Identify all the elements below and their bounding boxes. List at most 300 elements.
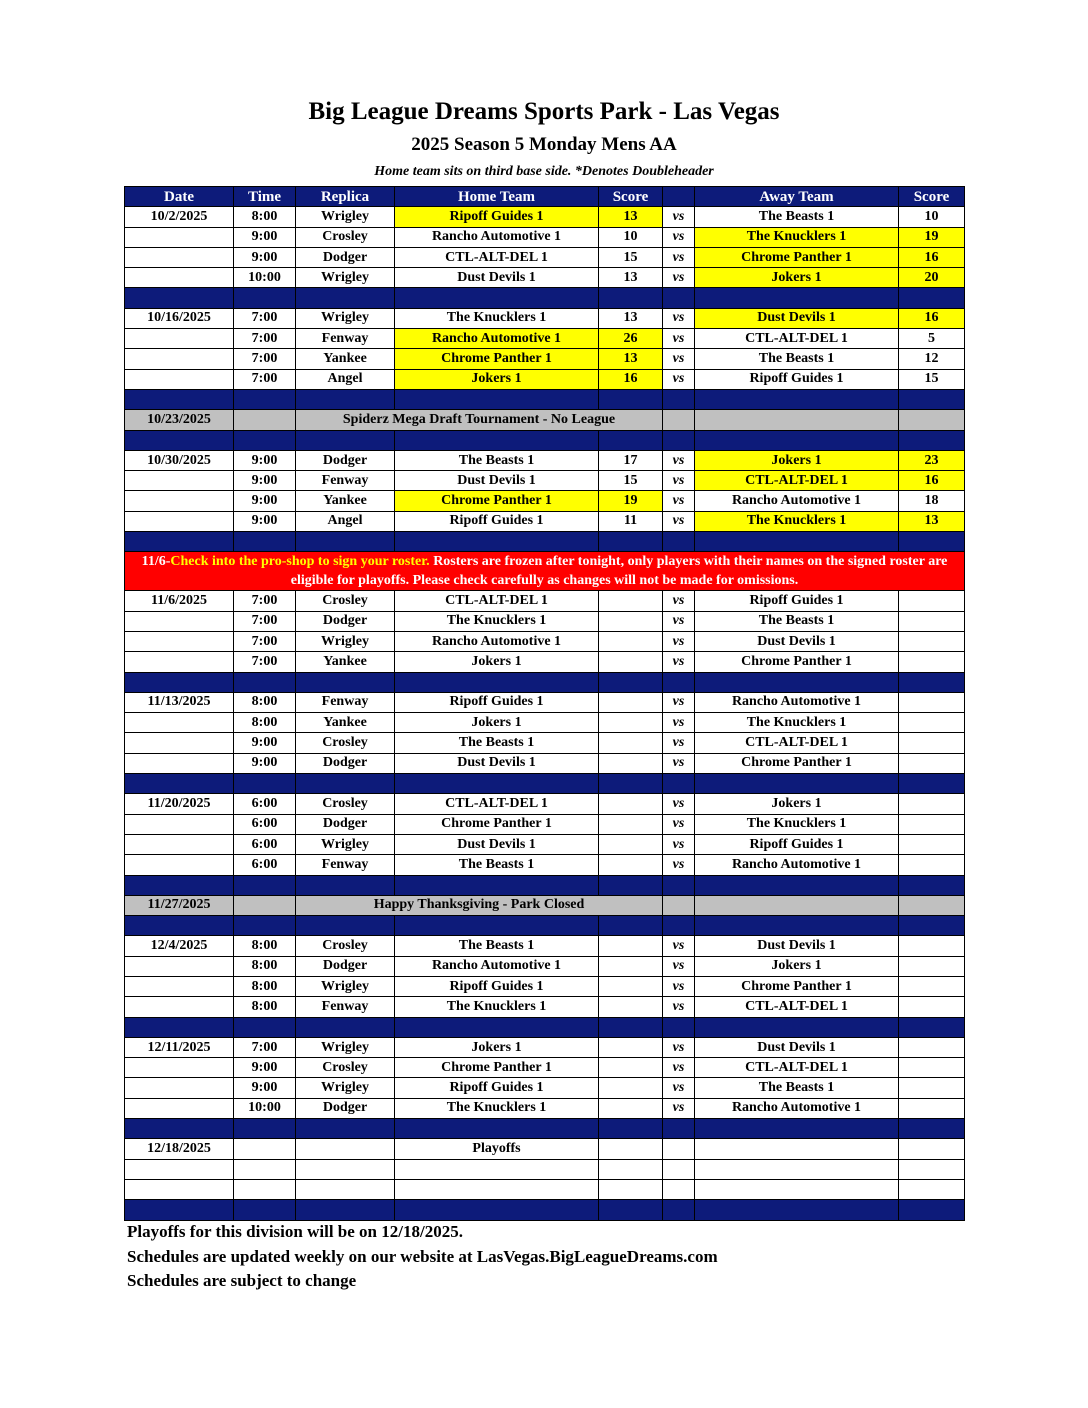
- separator-cell: [695, 430, 899, 450]
- away-score: 19: [899, 227, 965, 247]
- away-score: 20: [899, 268, 965, 288]
- notice-date: 11/6-: [141, 554, 171, 570]
- event-spacer: [695, 895, 899, 915]
- separator-cell: [296, 1119, 395, 1139]
- game-date: [125, 753, 234, 773]
- blank-row: [125, 1159, 965, 1179]
- vs-label: vs: [663, 471, 695, 491]
- separator-cell: [695, 774, 899, 794]
- separator-cell: [663, 774, 695, 794]
- blank-cell: [395, 1179, 599, 1199]
- vs-label: vs: [663, 268, 695, 288]
- playoff-away: [695, 1139, 899, 1159]
- blank-cell: [695, 1159, 899, 1179]
- separator-cell: [899, 288, 965, 308]
- game-date: [125, 349, 234, 369]
- away-score: 18: [899, 491, 965, 511]
- separator-cell: [296, 875, 395, 895]
- away-score: 16: [899, 308, 965, 328]
- game-field: Yankee: [296, 349, 395, 369]
- col-header-time: Time: [234, 187, 296, 207]
- separator-cell: [296, 1200, 395, 1220]
- separator-cell: [663, 389, 695, 409]
- game-time: 6:00: [234, 855, 296, 875]
- blank-cell: [234, 1159, 296, 1179]
- vs-label: vs: [663, 814, 695, 834]
- game-date: [125, 976, 234, 996]
- home-score: 17: [599, 450, 663, 470]
- game-row: [125, 471, 965, 491]
- away-team: Ripoff Guides 1: [695, 369, 899, 389]
- home-team: CTL-ALT-DEL 1: [395, 794, 599, 814]
- separator-cell: [234, 1200, 296, 1220]
- separator-cell: [125, 672, 234, 692]
- home-team: Dust Devils 1: [395, 471, 599, 491]
- separator-cell: [234, 1119, 296, 1139]
- blank-cell: [599, 1159, 663, 1179]
- col-header-away-score: Score: [899, 187, 965, 207]
- game-date: 10/30/2025: [125, 450, 234, 470]
- separator-row: [125, 1017, 965, 1037]
- col-header-replica: Replica: [296, 187, 395, 207]
- footer-notes: [127, 1220, 718, 1294]
- separator-cell: [234, 875, 296, 895]
- separator-cell: [663, 875, 695, 895]
- game-time: 7:00: [234, 329, 296, 349]
- game-time: 7:00: [234, 349, 296, 369]
- separator-cell: [125, 875, 234, 895]
- event-date: 10/23/2025: [125, 410, 234, 430]
- game-date: [125, 713, 234, 733]
- away-team: Dust Devils 1: [695, 936, 899, 956]
- vs-label: vs: [663, 308, 695, 328]
- playoff-date: 12/18/2025: [125, 1139, 234, 1159]
- away-team: CTL-ALT-DEL 1: [695, 329, 899, 349]
- game-time: 8:00: [234, 207, 296, 227]
- home-score: 15: [599, 247, 663, 267]
- home-team: The Beasts 1: [395, 733, 599, 753]
- separator-cell: [599, 774, 663, 794]
- game-time: 8:00: [234, 976, 296, 996]
- event-spacer: [899, 895, 965, 915]
- home-team: Rancho Automotive 1: [395, 227, 599, 247]
- blank-cell: [663, 1159, 695, 1179]
- separator-cell: [296, 672, 395, 692]
- home-score: [599, 652, 663, 672]
- event-spacer: [663, 895, 695, 915]
- separator-cell: [395, 1119, 599, 1139]
- vs-label: vs: [663, 936, 695, 956]
- game-field: Dodger: [296, 247, 395, 267]
- away-score: 16: [899, 247, 965, 267]
- game-row: [125, 794, 965, 814]
- game-field: Yankee: [296, 652, 395, 672]
- game-field: Wrigley: [296, 976, 395, 996]
- game-time: 8:00: [234, 713, 296, 733]
- vs-label: vs: [663, 956, 695, 976]
- home-score: [599, 1037, 663, 1057]
- separator-cell: [695, 1119, 899, 1139]
- game-row: [125, 997, 965, 1017]
- game-date: [125, 227, 234, 247]
- game-field: Angel: [296, 511, 395, 531]
- playoff-label: Playoffs: [395, 1139, 599, 1159]
- separator-cell: [395, 1200, 599, 1220]
- home-score: 16: [599, 369, 663, 389]
- game-row: [125, 713, 965, 733]
- game-date: [125, 369, 234, 389]
- game-row: [125, 247, 965, 267]
- game-field: Fenway: [296, 692, 395, 712]
- away-team: The Knucklers 1: [695, 227, 899, 247]
- home-team: Chrome Panther 1: [395, 814, 599, 834]
- separator-cell: [695, 1200, 899, 1220]
- game-row: [125, 611, 965, 631]
- separator-row: [125, 1119, 965, 1139]
- playoff-row: [125, 1139, 965, 1159]
- game-field: Crosley: [296, 1058, 395, 1078]
- separator-cell: [663, 288, 695, 308]
- home-team: Jokers 1: [395, 713, 599, 733]
- home-team: CTL-ALT-DEL 1: [395, 247, 599, 267]
- game-row: [125, 207, 965, 227]
- separator-cell: [296, 774, 395, 794]
- separator-row: [125, 288, 965, 308]
- game-field: Wrigley: [296, 631, 395, 651]
- game-field: Dodger: [296, 753, 395, 773]
- game-time: 7:00: [234, 591, 296, 611]
- game-field: Crosley: [296, 591, 395, 611]
- away-score: [899, 1098, 965, 1118]
- game-date: [125, 1098, 234, 1118]
- vs-label: vs: [663, 611, 695, 631]
- separator-cell: [125, 916, 234, 936]
- roster-notice-row: [125, 552, 965, 591]
- away-score: 5: [899, 329, 965, 349]
- away-team: The Beasts 1: [695, 1078, 899, 1098]
- game-row: [125, 631, 965, 651]
- away-team: Dust Devils 1: [695, 631, 899, 651]
- home-score: 10: [599, 227, 663, 247]
- away-team: Rancho Automotive 1: [695, 855, 899, 875]
- separator-row: [125, 1200, 965, 1220]
- separator-cell: [695, 672, 899, 692]
- away-team: Rancho Automotive 1: [695, 491, 899, 511]
- separator-cell: [663, 430, 695, 450]
- vs-label: vs: [663, 349, 695, 369]
- game-date: 10/16/2025: [125, 308, 234, 328]
- game-time: 8:00: [234, 997, 296, 1017]
- game-date: [125, 1078, 234, 1098]
- away-score: 15: [899, 369, 965, 389]
- home-score: [599, 1058, 663, 1078]
- away-score: [899, 834, 965, 854]
- event-spacer: [234, 410, 296, 430]
- game-time: 7:00: [234, 631, 296, 651]
- vs-label: vs: [663, 976, 695, 996]
- home-score: [599, 1078, 663, 1098]
- game-row: [125, 814, 965, 834]
- away-score: [899, 713, 965, 733]
- blank-cell: [234, 1179, 296, 1199]
- home-team: Rancho Automotive 1: [395, 956, 599, 976]
- game-time: 8:00: [234, 956, 296, 976]
- vs-label: vs: [663, 207, 695, 227]
- col-header-date: Date: [125, 187, 234, 207]
- footer-line: Playoffs for this division will be on 12/18/2025.: [127, 1222, 463, 1241]
- vs-label: vs: [663, 491, 695, 511]
- page-subtitle: 2025 Season 5 Monday Mens AA: [411, 134, 677, 155]
- away-score: [899, 1037, 965, 1057]
- vs-label: vs: [663, 794, 695, 814]
- away-score: [899, 591, 965, 611]
- separator-cell: [663, 1017, 695, 1037]
- game-time: 10:00: [234, 268, 296, 288]
- vs-label: vs: [663, 733, 695, 753]
- col-header-away-team: Away Team: [695, 187, 899, 207]
- game-time: 7:00: [234, 611, 296, 631]
- vs-label: vs: [663, 1078, 695, 1098]
- notice-highlight: Check into the pro-shop to sign your roster.: [170, 554, 430, 570]
- game-time: 9:00: [234, 227, 296, 247]
- game-row: [125, 491, 965, 511]
- blank-cell: [663, 1179, 695, 1199]
- separator-cell: [899, 430, 965, 450]
- away-team: The Knucklers 1: [695, 511, 899, 531]
- game-field: Dodger: [296, 1098, 395, 1118]
- separator-row: [125, 672, 965, 692]
- vs-label: vs: [663, 369, 695, 389]
- away-score: [899, 1078, 965, 1098]
- game-date: 12/11/2025: [125, 1037, 234, 1057]
- separator-cell: [234, 430, 296, 450]
- blank-cell: [125, 1159, 234, 1179]
- game-row: [125, 329, 965, 349]
- game-row: [125, 834, 965, 854]
- away-team: The Beasts 1: [695, 349, 899, 369]
- roster-notice: [125, 552, 965, 591]
- separator-cell: [395, 532, 599, 552]
- separator-cell: [234, 288, 296, 308]
- home-team: The Knucklers 1: [395, 308, 599, 328]
- game-time: 9:00: [234, 1078, 296, 1098]
- separator-cell: [296, 288, 395, 308]
- separator-cell: [599, 1119, 663, 1139]
- separator-cell: [695, 532, 899, 552]
- vs-label: vs: [663, 652, 695, 672]
- vs-label: vs: [663, 997, 695, 1017]
- away-score: [899, 956, 965, 976]
- separator-cell: [234, 916, 296, 936]
- home-score: 11: [599, 511, 663, 531]
- game-field: Wrigley: [296, 1037, 395, 1057]
- footer-line: Schedules are subject to change: [127, 1271, 357, 1290]
- game-field: Dodger: [296, 450, 395, 470]
- home-team: The Knucklers 1: [395, 997, 599, 1017]
- away-score: 23: [899, 450, 965, 470]
- home-score: [599, 855, 663, 875]
- game-row: [125, 308, 965, 328]
- separator-cell: [695, 1017, 899, 1037]
- away-team: Chrome Panther 1: [695, 753, 899, 773]
- game-row: [125, 268, 965, 288]
- vs-label: vs: [663, 247, 695, 267]
- home-team: Jokers 1: [395, 652, 599, 672]
- separator-cell: [395, 430, 599, 450]
- separator-row: [125, 389, 965, 409]
- away-score: [899, 997, 965, 1017]
- separator-cell: [695, 288, 899, 308]
- separator-cell: [234, 389, 296, 409]
- playoff-score: [599, 1139, 663, 1159]
- away-team: Dust Devils 1: [695, 1037, 899, 1057]
- away-team: CTL-ALT-DEL 1: [695, 1058, 899, 1078]
- vs-label: vs: [663, 834, 695, 854]
- game-time: 7:00: [234, 369, 296, 389]
- away-score: 16: [899, 471, 965, 491]
- away-score: 12: [899, 349, 965, 369]
- home-team: Ripoff Guides 1: [395, 976, 599, 996]
- separator-cell: [125, 389, 234, 409]
- home-team: Dust Devils 1: [395, 834, 599, 854]
- separator-cell: [395, 1017, 599, 1037]
- game-time: 9:00: [234, 753, 296, 773]
- event-spacer: [663, 410, 695, 430]
- vs-label: vs: [663, 692, 695, 712]
- game-date: [125, 611, 234, 631]
- separator-cell: [899, 916, 965, 936]
- separator-cell: [125, 1017, 234, 1037]
- playoff-time: [234, 1139, 296, 1159]
- vs-label: vs: [663, 1058, 695, 1078]
- separator-cell: [899, 1017, 965, 1037]
- home-team: The Beasts 1: [395, 450, 599, 470]
- game-date: [125, 511, 234, 531]
- game-date: 11/20/2025: [125, 794, 234, 814]
- separator-row: [125, 916, 965, 936]
- game-date: [125, 631, 234, 651]
- separator-cell: [296, 916, 395, 936]
- game-time: 9:00: [234, 247, 296, 267]
- away-team: Jokers 1: [695, 794, 899, 814]
- game-field: Fenway: [296, 329, 395, 349]
- event-row: [125, 895, 965, 915]
- separator-cell: [695, 389, 899, 409]
- blank-cell: [395, 1159, 599, 1179]
- home-score: 19: [599, 491, 663, 511]
- game-row: [125, 591, 965, 611]
- game-date: [125, 956, 234, 976]
- away-score: 13: [899, 511, 965, 531]
- home-score: 15: [599, 471, 663, 491]
- separator-cell: [125, 1200, 234, 1220]
- separator-row: [125, 875, 965, 895]
- away-score: 10: [899, 207, 965, 227]
- home-team: Ripoff Guides 1: [395, 207, 599, 227]
- separator-cell: [395, 389, 599, 409]
- separator-cell: [395, 672, 599, 692]
- game-field: Wrigley: [296, 308, 395, 328]
- game-date: 11/6/2025: [125, 591, 234, 611]
- home-score: [599, 692, 663, 712]
- game-time: 9:00: [234, 491, 296, 511]
- separator-cell: [296, 1017, 395, 1037]
- away-score: [899, 692, 965, 712]
- away-score: [899, 631, 965, 651]
- blank-cell: [899, 1159, 965, 1179]
- home-team: Jokers 1: [395, 369, 599, 389]
- separator-cell: [599, 672, 663, 692]
- home-team: Dust Devils 1: [395, 268, 599, 288]
- blank-cell: [296, 1159, 395, 1179]
- separator-cell: [125, 1119, 234, 1139]
- away-score: [899, 855, 965, 875]
- game-field: Angel: [296, 369, 395, 389]
- separator-cell: [599, 430, 663, 450]
- event-text: Happy Thanksgiving - Park Closed: [296, 895, 663, 915]
- game-row: [125, 450, 965, 470]
- game-field: Yankee: [296, 713, 395, 733]
- separator-cell: [599, 288, 663, 308]
- separator-cell: [663, 672, 695, 692]
- game-date: [125, 471, 234, 491]
- away-team: Rancho Automotive 1: [695, 1098, 899, 1118]
- playoff-vs: [663, 1139, 695, 1159]
- separator-cell: [599, 875, 663, 895]
- vs-label: vs: [663, 591, 695, 611]
- separator-cell: [695, 916, 899, 936]
- home-team: Ripoff Guides 1: [395, 511, 599, 531]
- event-text: Spiderz Mega Draft Tournament - No League: [296, 410, 663, 430]
- game-row: [125, 1078, 965, 1098]
- game-field: Wrigley: [296, 834, 395, 854]
- game-time: 7:00: [234, 308, 296, 328]
- home-score: [599, 713, 663, 733]
- game-date: 12/4/2025: [125, 936, 234, 956]
- game-field: Crosley: [296, 794, 395, 814]
- game-date: 11/13/2025: [125, 692, 234, 712]
- away-team: Jokers 1: [695, 956, 899, 976]
- notice-text: Rosters are frozen after tonight, only players with their names on the signed roster are eligible for playoffs. Please check carefully as changes will not be made for omissions.: [290, 554, 948, 589]
- separator-cell: [663, 532, 695, 552]
- home-team: Chrome Panther 1: [395, 349, 599, 369]
- game-field: Dodger: [296, 611, 395, 631]
- away-score: [899, 652, 965, 672]
- game-field: Wrigley: [296, 268, 395, 288]
- home-team: Ripoff Guides 1: [395, 692, 599, 712]
- home-score: 13: [599, 268, 663, 288]
- separator-cell: [125, 288, 234, 308]
- separator-cell: [125, 532, 234, 552]
- schedule-table: [124, 186, 965, 1221]
- separator-cell: [899, 389, 965, 409]
- game-row: [125, 349, 965, 369]
- away-score: [899, 976, 965, 996]
- game-row: [125, 855, 965, 875]
- separator-cell: [296, 430, 395, 450]
- vs-label: vs: [663, 855, 695, 875]
- game-time: 6:00: [234, 814, 296, 834]
- game-field: Fenway: [296, 855, 395, 875]
- game-time: 6:00: [234, 794, 296, 814]
- game-time: 9:00: [234, 1058, 296, 1078]
- away-team: The Beasts 1: [695, 207, 899, 227]
- event-spacer: [899, 410, 965, 430]
- vs-label: vs: [663, 329, 695, 349]
- game-field: Crosley: [296, 227, 395, 247]
- separator-cell: [395, 916, 599, 936]
- game-field: Fenway: [296, 997, 395, 1017]
